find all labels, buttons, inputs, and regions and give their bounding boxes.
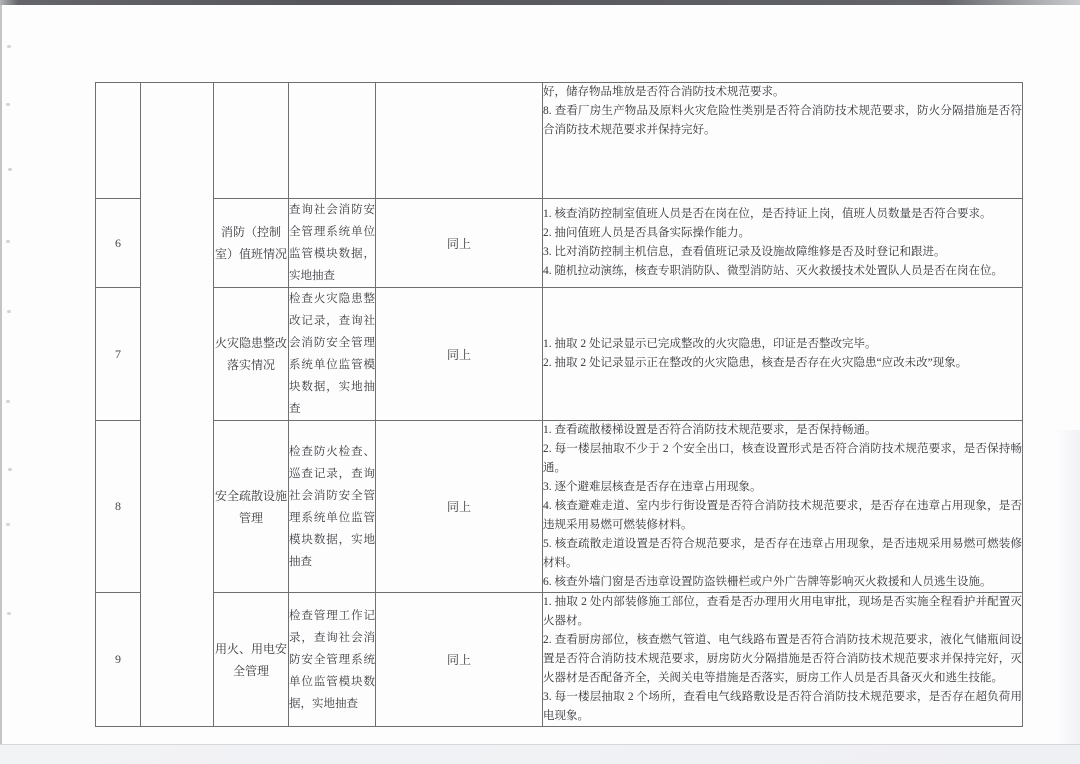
category-cell (214, 83, 289, 199)
table-row (96, 288, 1023, 421)
table-row (96, 199, 1023, 288)
table-row (96, 593, 1023, 727)
frequency-cell: 同上 (376, 288, 543, 421)
detail-item: 4. 核查避难走道、室内步行街设置是否符合消防技术规范要求，是否存在违章占用现象，是否违规采用易燃可燃装修材料。 (543, 500, 1022, 531)
category-cell: 用火、用电安全管理 (214, 593, 289, 727)
scan-speck (8, 168, 12, 171)
detail-item: 1. 核查消防控制室值班人员是否在岗在位，是否持证上岗，值班人员数量是否符合要求。 (543, 208, 992, 220)
scan-speck (6, 240, 10, 243)
details-cell (543, 421, 1023, 593)
detail-item: 3. 每一楼层抽取 2 个场所，查看电气线路敷设是否符合消防技术规范要求，是否存在超负荷用电现象。 (543, 691, 1022, 722)
row-number-cell: 7 (96, 288, 141, 421)
frequency-cell: 同上 (376, 593, 543, 727)
method-cell (289, 83, 376, 199)
category-cell: 火灾隐患整改落实情况 (214, 288, 289, 421)
detail-item: 2. 抽问值班人员是否具备实际操作能力。 (543, 227, 750, 239)
row-number-cell: 9 (96, 593, 141, 727)
scan-speck (7, 612, 11, 615)
detail-item: 3. 逐个避难层核查是否存在违章占用现象。 (543, 481, 762, 493)
detail-item: 2. 抽取 2 处记录显示正在整改的火灾隐患，核查是否存在火灾隐患“应改未改”现象。 (543, 357, 968, 369)
inspection-table (95, 82, 1023, 727)
scan-edge-left (0, 5, 2, 745)
detail-item: 6. 核查外墙门窗是否违章设置防盗铁栅栏或户外广告牌等影响灭火救援和人员逃生设施。 (543, 576, 992, 588)
detail-item: 3. 比对消防控制主机信息，查看值班记录及设施故障维修是否及时登记和跟进。 (543, 246, 946, 258)
method-cell: 检查火灾隐患整改记录，查询社会消防安全管理系统单位监管模块数据，实地抽查 (289, 288, 376, 421)
scan-speck (7, 310, 11, 313)
scan-speck (6, 400, 10, 403)
scan-edge-bottom (0, 745, 1080, 764)
table-row (96, 83, 1023, 199)
frequency-cell: 同上 (376, 199, 543, 288)
detail-item: 8. 查看厂房生产物品及原料火灾危险性类别是否符合消防技术规范要求，防火分隔措施是否符合消防技术规范要求并保持完好。 (543, 105, 1022, 136)
detail-item: 1. 抽取 2 处内部装修施工部位，查看是否办理用火用电审批，现场是否实施全程看护并配置灭火器材。 (543, 596, 1022, 627)
details-cell (543, 288, 1023, 421)
merged-empty-cell (141, 83, 214, 727)
detail-item: 1. 查看疏散楼梯设置是否符合消防技术规范要求，是否保持畅通。 (543, 424, 877, 436)
scan-speck (7, 45, 11, 48)
scan-shade-right (1056, 430, 1080, 744)
row-number-cell: 8 (96, 421, 141, 593)
method-cell: 检查防火检查、巡查记录，查询社会消防安全管理系统单位监管模块数据，实地抽查 (289, 421, 376, 593)
detail-item: 5. 核查疏散走道设置是否符合规范要求，是否存在违章占用现象，是否违规采用易燃可燃装修材料。 (543, 538, 1022, 569)
frequency-cell (376, 83, 543, 199)
scan-edge-top (0, 0, 1080, 5)
scan-speck (6, 523, 10, 526)
detail-item: 2. 每一楼层抽取不少于 2 个安全出口，核查设置形式是否符合消防技术规范要求，是否保持畅通。 (543, 443, 1022, 474)
category-cell: 消防（控制室）值班情况 (214, 199, 289, 288)
method-cell: 查询社会消防安全管理系统单位监管模块数据，实地抽查 (289, 199, 376, 288)
method-cell: 检查管理工作记录，查询社会消防安全管理系统单位监管模块数据，实地抽查 (289, 593, 376, 727)
row-number-cell: 6 (96, 199, 141, 288)
scan-speck (8, 468, 12, 471)
row-number-cell (96, 83, 141, 199)
detail-item: 4. 随机拉动演练，核查专职消防队、微型消防站、灭火救援技术处置队人员是否在岗在位。 (543, 265, 1003, 277)
scan-speck (6, 103, 10, 106)
detail-item: 好，储存物品堆放是否符合消防技术规范要求。 (543, 86, 785, 98)
details-cell (543, 199, 1023, 288)
frequency-cell: 同上 (376, 421, 543, 593)
details-cell (543, 83, 1023, 199)
details-cell (543, 593, 1023, 727)
detail-item: 2. 查看厨房部位，核查燃气管道、电气线路布置是否符合消防技术规范要求，液化气储瓶间设置是否符合消防技术规范要求，厨房防火分隔措施是否符合消防技术规范要求并保持完好，灭火器材是否配备齐全，关阀关电等措施是否落实，厨房工作人员是否具备灭火和逃生技能。 (543, 634, 1022, 684)
table-row (96, 421, 1023, 593)
detail-item: 1. 抽取 2 处记录显示已完成整改的火灾隐患，印证是否整改完毕。 (543, 338, 877, 350)
category-cell: 安全疏散设施管理 (214, 421, 289, 593)
